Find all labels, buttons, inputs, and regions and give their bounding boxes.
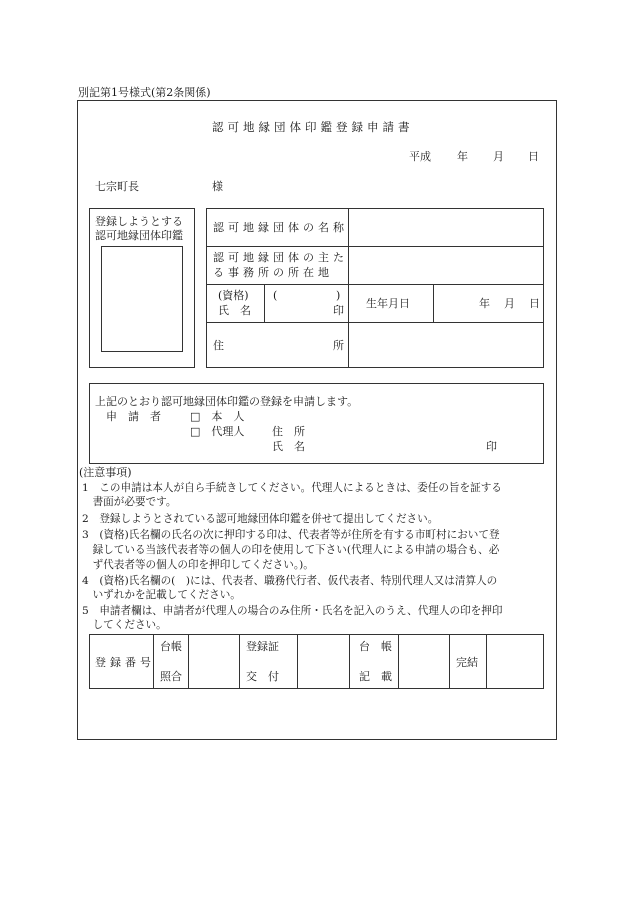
note-line: 2 登録しようとされている認可地縁団体印鑑を併せて提出してください。: [82, 513, 439, 525]
note-line: ず代表者等の個人の印を押印してください。)。: [82, 559, 314, 571]
office-label-2: る事務所の所在地: [213, 266, 333, 279]
application-statement: 上記のとおり認可地縁団体印鑑の登録を申請します。: [95, 395, 359, 408]
date-year: 年: [457, 150, 468, 163]
agent-address-label: 住 所: [272, 425, 305, 438]
org-name-label: 認可地縁団体の名称: [213, 221, 348, 234]
certificate-label-1: 登録証: [246, 640, 279, 653]
note-line: 書面が必要です。: [82, 496, 177, 508]
birthdate-year: 年: [479, 297, 490, 310]
note-line: いずれかを記載してください。: [82, 589, 241, 601]
name-label: 氏 名: [218, 304, 251, 317]
registration-number-label: 登録番号: [95, 656, 155, 669]
ledger-check-label-1: 台帳: [160, 640, 182, 653]
option-agent-checkbox[interactable]: □ 代理人: [190, 425, 245, 438]
note-line: 録している当該代表者等の個人の印を使用して下さい(代理人による申請の場合も、必: [82, 544, 500, 556]
form-title: 認可地縁団体印鑑登録申請書: [212, 120, 414, 134]
qualification-paren-close: ): [336, 289, 341, 302]
qualification-paren-open: (: [273, 289, 278, 302]
certificate-label-2: 交 付: [246, 670, 279, 683]
note-line: 1 この申請は本人が自ら手続きしてください。代理人によるときは、委任の旨を証する: [82, 482, 502, 494]
addressee-name: 七宗町長: [95, 180, 139, 193]
form-label: 別記第1号様式(第2条関係): [78, 86, 211, 99]
name-field[interactable]: [265, 285, 348, 322]
ledger-check-label-2: 照合: [160, 670, 182, 683]
birthdate-day: 日: [529, 297, 540, 310]
note-line: 4 (資格)氏名欄の( )には、代表者、職務代行者、仮代表者、特別代理人又は清算人の: [82, 575, 498, 587]
address-field[interactable]: [349, 323, 543, 367]
birthdate-month: 月: [504, 297, 515, 310]
seal-impression-area[interactable]: [101, 246, 183, 352]
note-line: 3 (資格)氏名欄の氏名の次に押印する印は、代表者等が住所を有する市町村において登: [82, 529, 500, 541]
seal-box-label-1: 登録しようとする: [95, 215, 183, 228]
org-name-field[interactable]: [349, 209, 543, 246]
addressee-honorific: 様: [212, 180, 223, 193]
completion-label: 完結: [456, 656, 478, 669]
address-label-end: 所: [333, 339, 344, 352]
address-label-start: 住: [213, 339, 224, 352]
note-line: 5 申請者欄は、申請者が代理人の場合のみ住所・氏名を記入のうえ、代理人の印を押印: [82, 605, 503, 617]
office-address-field[interactable]: [349, 247, 543, 284]
notes-heading: (注意事項): [79, 466, 132, 479]
ledger-record-label-1: 台 帳: [359, 640, 392, 653]
option-self-checkbox[interactable]: □ 本 人: [190, 410, 245, 423]
name-seal-mark: 印: [333, 304, 344, 317]
note-line: してください。: [82, 619, 167, 631]
date-day: 日: [528, 150, 539, 163]
applicant-label: 申 請 者: [106, 410, 161, 423]
office-label-1: 認可地縁団体の主た: [213, 251, 348, 264]
birthdate-label: 生年月日: [366, 297, 410, 310]
agent-seal-mark: 印: [486, 440, 497, 453]
date-month: 月: [493, 150, 504, 163]
seal-box-label-2: 認可地縁団体印鑑: [95, 229, 183, 242]
qualification-label: (資格): [218, 289, 249, 302]
date-era: 平成: [409, 150, 431, 163]
ledger-record-label-2: 記 載: [359, 670, 392, 683]
agent-name-label: 氏 名: [272, 440, 305, 453]
